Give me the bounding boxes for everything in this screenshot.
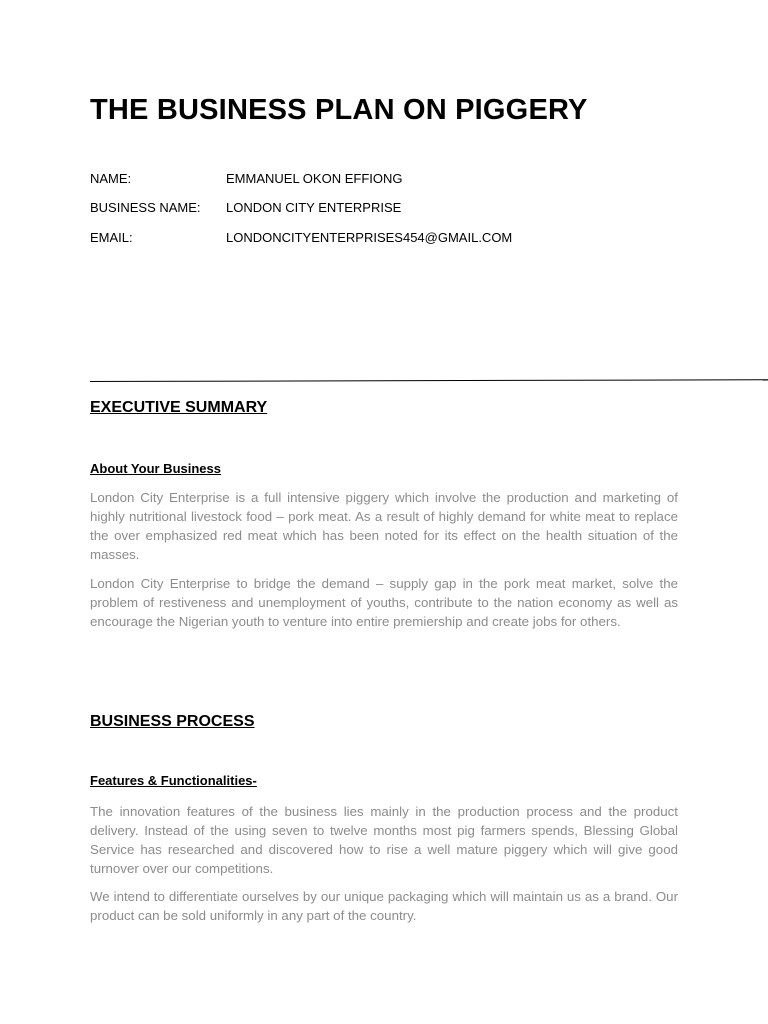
horizontal-divider [90, 379, 768, 382]
name-label: NAME: [90, 171, 132, 186]
document-title: THE BUSINESS PLAN ON PIGGERY [90, 94, 588, 126]
business-process-paragraph-1: The innovation features of the business lies mainly in the production process and the product delivery. Instead of the using seven to twelve months most pig farmers spends, Blessing Global Service has researched and discovered how to rise a well mature piggery which will give good turnover over our competitions. [90, 804, 678, 876]
name-value: EMMANUEL OKON EFFIONG [226, 171, 403, 186]
email-value: LONDONCITYENTERPRISES454@GMAIL.COM [226, 230, 513, 245]
business-name-value: LONDON CITY ENTERPRISE [226, 200, 402, 215]
business-name-label: BUSINESS NAME: [90, 200, 201, 215]
about-business-subheading: About Your Business [90, 461, 221, 476]
email-label: EMAIL: [90, 230, 133, 245]
business-process-heading: BUSINESS PROCESS [90, 713, 255, 730]
executive-summary-paragraph-1: London City Enterprise is a full intensive piggery which involve the production and marketing of highly nutritional livestock food – pork meat. As a result of highly demand for white meat to replace the over emphasized red meat which has been noted for its effect on the health situation of the masses. [90, 490, 678, 562]
executive-summary-heading: EXECUTIVE SUMMARY [90, 399, 268, 416]
executive-summary-paragraph-2: London City Enterprise to bridge the demand – supply gap in the pork meat market, solve the problem of restiveness and unemployment of youths, contribute to the nation economy as well as encourage the Nigerian youth to venture into entire premiership and create jobs for others. [90, 576, 678, 629]
features-subheading: Features & Functionalities- [90, 773, 257, 788]
business-process-paragraph-2: We intend to differentiate ourselves by our unique packaging which will maintain us as a brand. Our product can be sold uniformly in any part of the country. [90, 889, 678, 923]
